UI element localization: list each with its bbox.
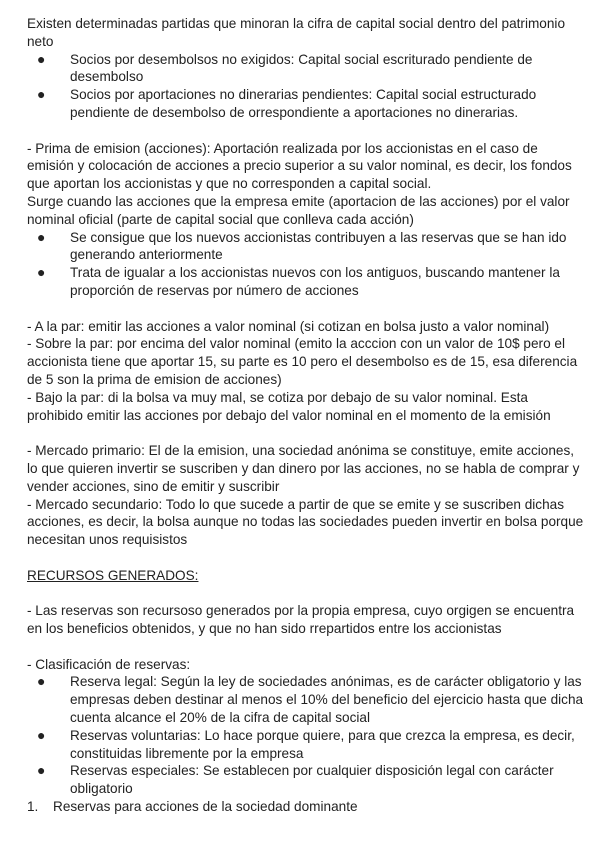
numbered-item-text: Reservas para acciones de la sociedad dominante [53, 799, 358, 815]
list-item-text: Reservas voluntarias: Lo hace porque quiere, para que crezca la empresa, es decir, constituidas libremente por la empresa [70, 727, 575, 761]
prima-surge-paragraph: Surge cuando las acciones que la empresa emite (aportacion de las acciones) por el valor nominal oficial (parte de capital social que conlleva cada acción) [27, 193, 570, 227]
list-item-text: Socios por aportaciones no dinerarias pendientes: Capital social estructurado pendiente de desembolso de orrespondiente a aportaciones no dinerarias. [70, 87, 537, 120]
bullet-icon: ● [37, 673, 46, 690]
a-la-par-paragraph: - A la par: emitir las acciones a valor nominal (si cotizan en bolsa justo a valor nominal) [27, 318, 550, 334]
bullet-icon: ● [37, 264, 46, 281]
bullet-icon: ● [37, 228, 46, 245]
list-item [27, 673, 584, 726]
intro-bullet-list [27, 51, 584, 122]
numbered-item [27, 798, 584, 816]
bullet-icon: ● [37, 762, 46, 779]
list-item-text: Trata de igualar a los accionistas nuevos con los antiguos, buscando mantener la proporción de reservas por número de acciones [70, 265, 560, 298]
item-number: 1. [27, 799, 39, 815]
bajo-la-par-paragraph: - Bajo la par: di la bolsa va muy mal, se cotiza por debajo de su valor nominal. Esta prohibido emitir las acciones por debajo del valor nominal en el momento de la emisión [27, 389, 551, 423]
prima-bullet-list [27, 229, 584, 300]
list-item-text: Reserva legal: Según la ley de sociedades anónimas, es de carácter obligatorio y las empresas deben destinar al menos el 10% del beneficio del ejercicio hasta que dicha cuenta alcance el 20% de la cifra de capital social [70, 674, 584, 726]
intro-paragraph: Existen determinadas partidas que minoran la cifra de capital social dentro del patrimonio neto [27, 16, 566, 49]
list-item [27, 229, 584, 265]
bullet-icon: ● [37, 86, 46, 103]
list-item [27, 86, 584, 122]
list-item [27, 762, 584, 798]
list-item [27, 727, 584, 763]
list-item-text: Reservas especiales: Se establecen por cualquier disposición legal con carácter obligatorio [70, 763, 554, 797]
bullet-icon: ● [37, 726, 46, 743]
list-item-text: Socios por desembolsos no exigidos: Capital social escriturado pendiente de desembolso [70, 51, 533, 85]
reservas-bullet-list [27, 673, 584, 798]
list-item [27, 51, 584, 87]
recursos-generados-heading: RECURSOS GENERADOS: [27, 567, 199, 583]
list-item [27, 264, 584, 300]
prima-emision-paragraph: - Prima de emision (acciones): Aportación realizada por los accionistas en el caso de emisión y colocación de acciones a precio superior a su valor nominal, es decir, los fondos que aportan los accionistas y que no corresponden a capital social. [27, 140, 572, 192]
mercado-secundario-paragraph: - Mercado secundario: Todo lo que sucede a partir de que se emite y se suscriben dichas acciones, es decir, la bolsa aunque no todas las sociedades pueden invertir en bolsa porque necesitan unos requisistos [27, 496, 584, 548]
sobre-la-par-paragraph: - Sobre la par: por encima del valor nominal (emito la acccion con un valor de 10$ pero el accionista tiene que aportar 15, su parte es 10 pero el desembolso es de 15, esa diferencia de 5 son la prima de emision de acciones) [27, 336, 578, 387]
clasificacion-heading: - Clasificación de reservas: [27, 656, 191, 672]
numbered-list [27, 798, 584, 816]
bullet-icon: ● [37, 50, 46, 67]
list-item-text: Se consigue que los nuevos accionistas contribuyen a las reservas que se han ido generando anteriormente [70, 229, 567, 263]
reservas-paragraph: - Las reservas son recursoso generados por la propia empresa, cuyo orgigen se encuentra en los beneficios obtenidos, y que no han sido rrepartidos entre los accionistas [27, 603, 575, 637]
mercado-primario-paragraph: - Mercado primario: El de la emision, una sociedad anónima se constituye, emite acciones, lo que quieren invertir se suscriben y dan dinero por las acciones, no se habla de comprar y vender acciones, sino de emitir y suscribir [27, 443, 580, 494]
